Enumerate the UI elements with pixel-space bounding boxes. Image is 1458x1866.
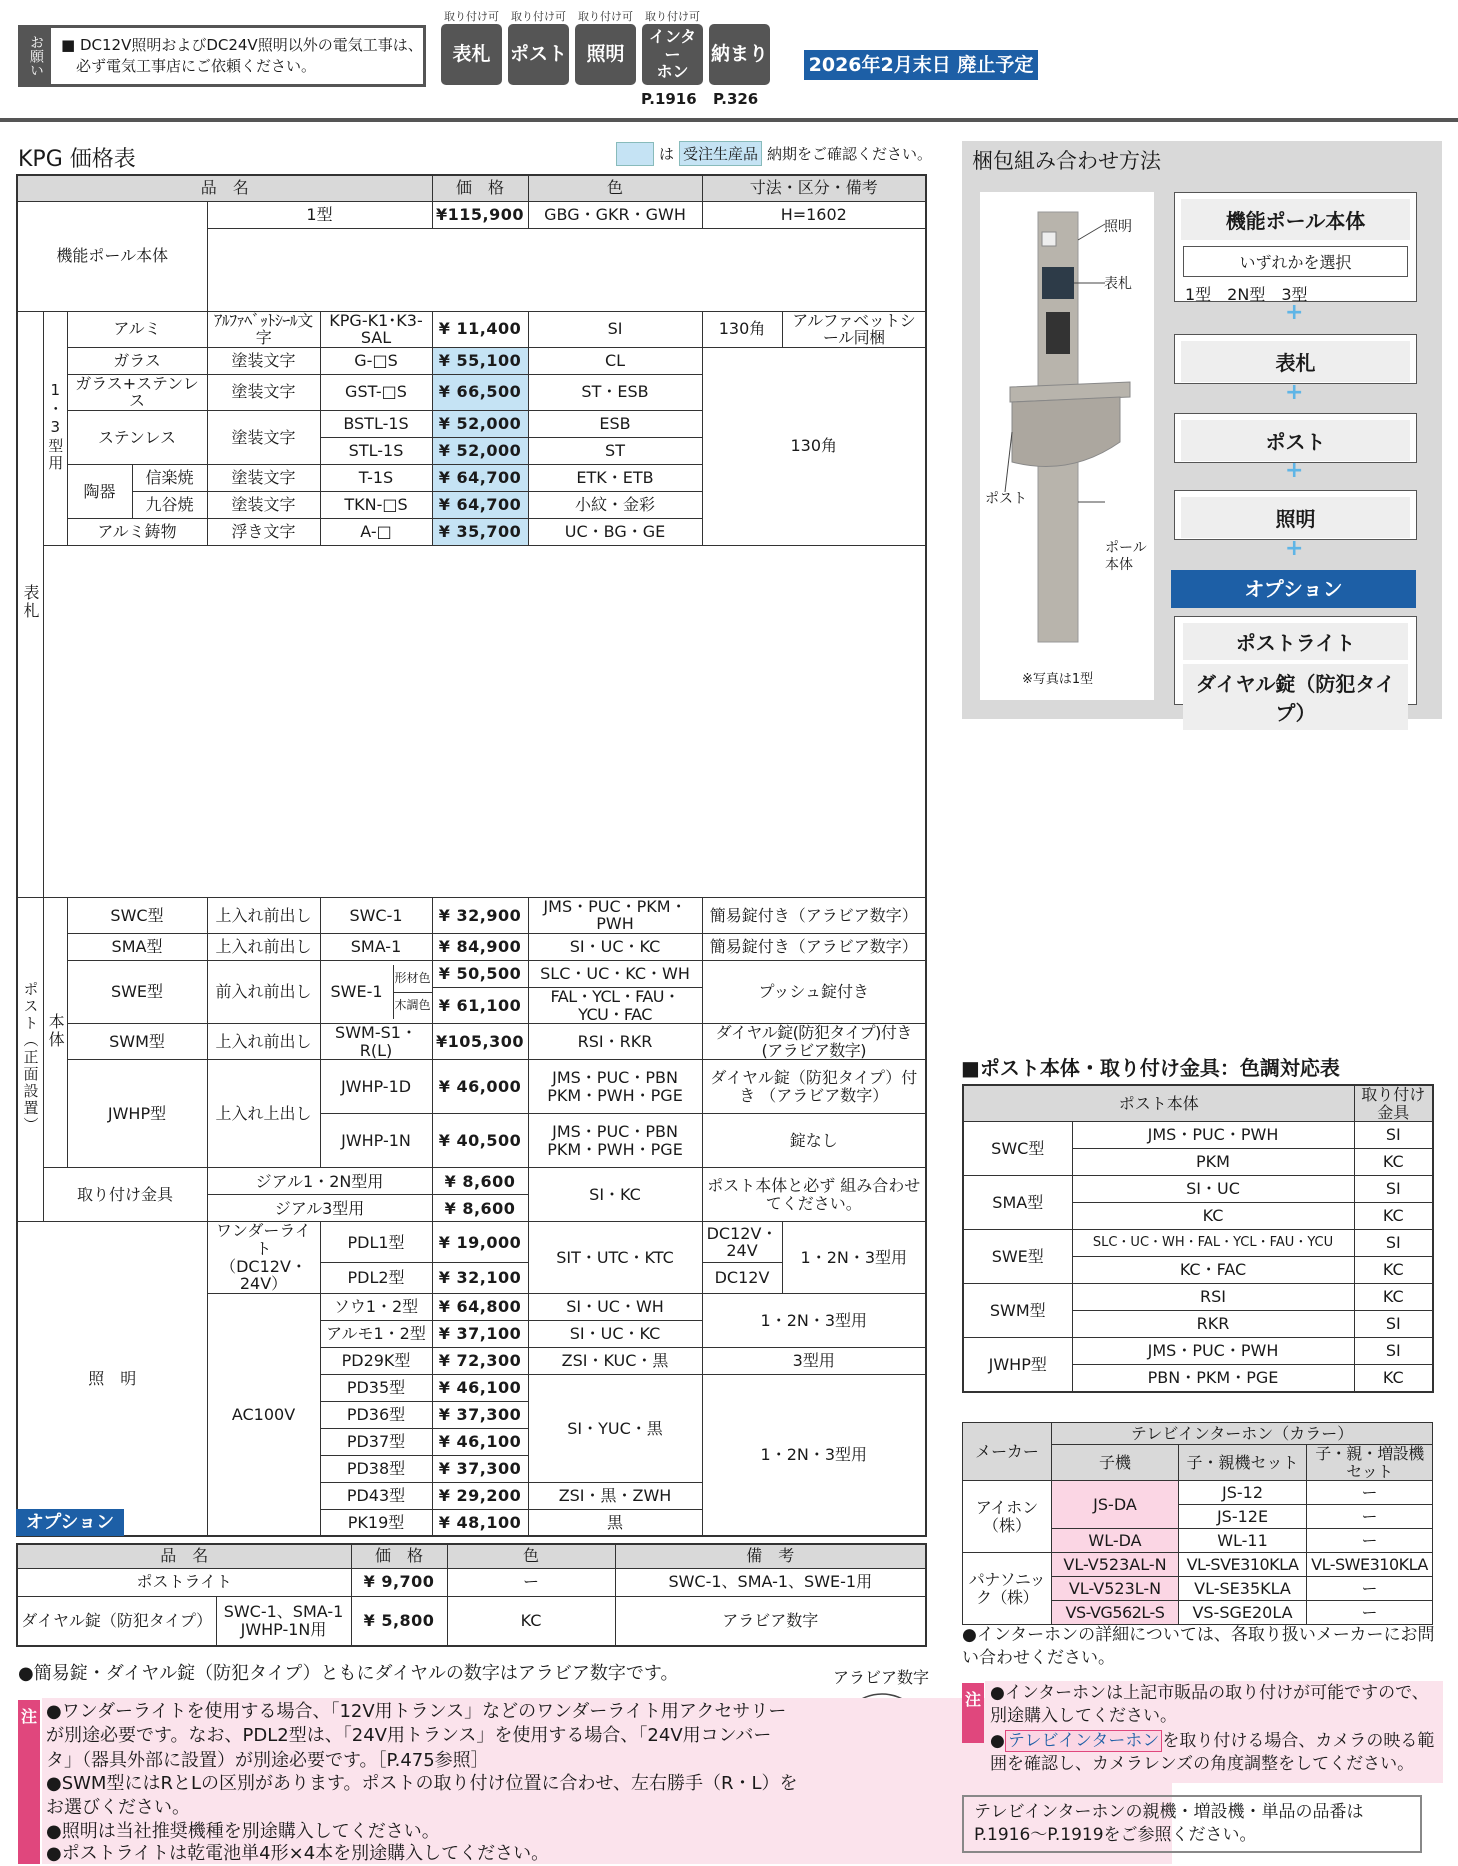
ic-set3: ー <box>1307 1481 1433 1505</box>
post-variant: 木調色 <box>394 998 431 1013</box>
option-name: ダイヤル錠（防犯タイプ） <box>17 1596 216 1646</box>
ic-set3: VL-SWE310KLA <box>1307 1553 1433 1577</box>
ic-maker: パナソニック（株） <box>963 1553 1052 1625</box>
color-post-colors: RSI <box>1072 1284 1354 1311</box>
made-to-order-swatch <box>616 142 654 166</box>
ic-chu-badge: 注 <box>962 1683 984 1743</box>
post-open: 上入れ前出し <box>207 934 320 961</box>
nav-caption: 取り付け可 <box>444 10 499 23</box>
post-group: ポスト（正面設置） <box>17 897 43 1222</box>
light-model: PK19型 <box>320 1509 432 1536</box>
color-fitting: KC <box>1354 1365 1433 1392</box>
color-fitting: SI <box>1354 1230 1433 1257</box>
ic-set: JS-12 <box>1179 1481 1307 1505</box>
hyosatsu-price: ¥ 64,700 <box>432 464 528 491</box>
post-note: 簡易錠付き（アラビア数字） <box>702 934 926 961</box>
hyosatsu-code: GST-□S <box>320 374 432 410</box>
color-table <box>962 1084 1434 1393</box>
hyosatsu-color: ST・ESB <box>528 374 702 410</box>
post-code: SWE-1 <box>330 982 383 1002</box>
light-model: PD37型 <box>320 1428 432 1455</box>
made-to-order-legend: は 受注生産品 納期をご確認ください。 <box>616 141 932 166</box>
hyosatsu-color: ETK・ETB <box>528 464 702 491</box>
post-open: 上入れ前出し <box>207 897 320 933</box>
ic-ref-box <box>962 1795 1422 1853</box>
color-post-colors: JMS・PUC・PWH <box>1072 1338 1354 1365</box>
ic-child: JS-DA <box>1052 1481 1179 1529</box>
hyosatsu-name: アルミ鋳物 <box>67 518 207 545</box>
option-header-name: 品 名 <box>17 1544 351 1568</box>
light-price: ¥ 29,200 <box>432 1482 528 1509</box>
post-open: 前入れ前出し <box>207 961 320 1024</box>
ic-note-camera: ● テレビインターホン を取り付ける場合、カメラの映る範囲を確認し、カメラレンズの角度調整をしてください。 <box>990 1731 1435 1774</box>
hyosatsu-name: ガラス <box>67 347 207 374</box>
hyosatsu-price: ¥ 52,000 <box>432 410 528 437</box>
color-post-colors: KC <box>1072 1203 1354 1230</box>
ic-set: WL-11 <box>1179 1529 1307 1553</box>
post-color: JMS・PUC・PBN PKM・PWH・PGE <box>528 1060 702 1114</box>
hyosatsu-name: 陶器 <box>67 464 132 518</box>
light-price: ¥ 19,000 <box>432 1222 528 1263</box>
color-fitting: KC <box>1354 1203 1433 1230</box>
color-post-colors: PBN・PKM・PGE <box>1072 1365 1354 1392</box>
post-code: SWC-1 <box>320 897 432 933</box>
light-model: PD38型 <box>320 1455 432 1482</box>
ic-header-tv: テレビインターホン（カラー） <box>1052 1423 1433 1445</box>
light-wonder: ワンダーライト （DC12V・24V） <box>207 1222 320 1293</box>
fitting-row: ジアル3型用 <box>207 1195 432 1222</box>
pack-post-label: ポスト <box>1181 420 1410 461</box>
ic-child: WL-DA <box>1052 1529 1179 1553</box>
post-price: ¥ 40,500 <box>432 1114 528 1168</box>
post-color: SI・UC・KC <box>528 934 702 961</box>
option-price: ¥ 9,700 <box>351 1568 447 1596</box>
light-color: SI・UC・KC <box>528 1320 702 1347</box>
post-name: JWHP型 <box>67 1060 207 1168</box>
hyosatsu-subname: 信楽焼 <box>132 464 207 491</box>
hyosatsu-name: アルミ <box>67 311 207 347</box>
fitting-price: ¥ 8,600 <box>432 1195 528 1222</box>
hyosatsu-color: UC・BG・GE <box>528 518 702 545</box>
note-dial: ●簡易錠・ダイヤル錠（防犯タイプ）ともにダイヤルの数字はアラビア数字です。 <box>18 1663 679 1684</box>
hyosatsu-size: 130角 <box>702 311 782 347</box>
ic-ref-text[interactable]: テレビインターホンの親機・増設機・単品の品番は P.1916～P.1919をご参照ください。 <box>974 1802 1364 1845</box>
hyosatsu-blank <box>43 545 926 897</box>
col-header-note: 寸法・区分・備考 <box>702 175 926 201</box>
color-post-colors: JMS・PUC・PWH <box>1072 1122 1354 1149</box>
post-price: ¥ 50,500 <box>432 961 528 988</box>
post-note: 錠なし <box>702 1114 926 1168</box>
plus-icon: + <box>1285 458 1304 483</box>
nav-osamari[interactable]: 納まり <box>709 24 770 85</box>
pole-price: ¥115,900 <box>432 201 528 228</box>
ic-header-child: 子機 <box>1052 1445 1179 1481</box>
post-price: ¥ 46,000 <box>432 1060 528 1114</box>
made-to-order-label: 受注生産品 <box>679 141 762 166</box>
hyosatsu-size-common: 130角 <box>702 347 926 545</box>
ic-child: VL-V523AL-N <box>1052 1553 1179 1577</box>
hyosatsu-price: ¥ 11,400 <box>432 311 528 347</box>
post-code: JWHP-1N <box>320 1114 432 1168</box>
color-fitting: SI <box>1354 1338 1433 1365</box>
ic-set3: ー <box>1307 1529 1433 1553</box>
page-ref-osamari[interactable]: P.326 <box>713 90 759 108</box>
fitting-note: ポスト本体と必ず 組み合わせてください。 <box>702 1168 926 1222</box>
nav-intercom[interactable]: インター ホン <box>642 24 703 85</box>
nav-post[interactable]: ポスト <box>508 24 569 85</box>
light-model: ソウ1・2型 <box>320 1293 432 1320</box>
pack-light-box <box>1174 490 1417 540</box>
option-color: KC <box>447 1596 615 1646</box>
post-color: SLC・UC・KC・WH <box>528 961 702 988</box>
light-color: SI・YUC・黒 <box>528 1374 702 1482</box>
post-open: 上入れ上出し <box>207 1060 320 1168</box>
packing-title: 梱包組み合わせ方法 <box>972 149 1161 173</box>
color-fitting: KC <box>1354 1149 1433 1176</box>
discontinue-badge: 2026年2月末日 廃止予定 <box>804 50 1038 80</box>
hyosatsu-group: 表札 <box>17 311 43 897</box>
pole-illustration <box>980 192 1154 700</box>
onegai-text-2: 必ず電気工事店にご依頼ください。 <box>76 57 317 75</box>
note-wonderlight: ●ワンダーライトを使用する場合、「12V用トランス」などのワンダーライト用アクセサリーが別途必要です。なお、PDL2型は、「24V用トランス」を使用する場合、「24V用コンバータ」（器具外部に設置）が別途必要です。［P.475参照］ <box>46 1701 787 1771</box>
light-group: 照 明 <box>17 1222 207 1536</box>
hyosatsu-subname: 九谷焼 <box>132 491 207 518</box>
hyosatsu-sub: 1・3型用 <box>43 311 67 545</box>
post-name: SMA型 <box>67 934 207 961</box>
hyosatsu-code: TKN-□S <box>320 491 432 518</box>
post-note: 簡易錠付き（アラビア数字） <box>702 897 926 933</box>
pack-pole-box <box>1174 192 1417 302</box>
fitting-color: SI・KC <box>528 1168 702 1222</box>
hyosatsu-color: ST <box>528 437 702 464</box>
hyosatsu-text: 塗装文字 <box>207 374 320 410</box>
post-price: ¥105,300 <box>432 1024 528 1060</box>
hyosatsu-color: SI <box>528 311 702 347</box>
hyosatsu-price: ¥ 64,700 <box>432 491 528 518</box>
hyosatsu-price: ¥ 35,700 <box>432 518 528 545</box>
light-model: PD43型 <box>320 1482 432 1509</box>
hyosatsu-name: ガラス+ステンレス <box>67 374 207 410</box>
pole-blank <box>207 228 926 311</box>
plus-icon: + <box>1285 380 1304 405</box>
light-price: ¥ 46,100 <box>432 1374 528 1401</box>
option-note: アラビア数字 <box>615 1596 926 1646</box>
hyosatsu-text: 塗装文字 <box>207 464 320 491</box>
post-note: ダイヤル錠（防犯タイプ）付き （アラビア数字） <box>702 1060 926 1114</box>
post-open: 上入れ前出し <box>207 1024 320 1060</box>
light-price: ¥ 37,300 <box>432 1455 528 1482</box>
light-model: PDL2型 <box>320 1263 432 1294</box>
color-post-colors: SI・UC <box>1072 1176 1354 1203</box>
pack-option-label: オプション <box>1171 570 1416 608</box>
option-name: ポストライト <box>17 1568 351 1596</box>
post-sub: 本体 <box>43 897 67 1168</box>
color-post-colors: SLC・UC・WH・FAL・YCL・FAU・YCU <box>1072 1230 1354 1257</box>
ic-set: JS-12E <box>1179 1505 1307 1529</box>
hyosatsu-name: ステンレス <box>67 410 207 464</box>
post-note: ダイヤル錠(防犯タイプ)付き(アラビア数字) <box>702 1024 926 1060</box>
color-post-type: SWC型 <box>963 1122 1072 1176</box>
note-postlight: ●ポストライトは乾電池単4形×4本を別途購入してください。 <box>46 1843 550 1864</box>
light-color: 黒 <box>528 1509 702 1536</box>
option-title: オプション <box>16 1509 124 1536</box>
ic-set3: ー <box>1307 1505 1433 1529</box>
post-price: ¥ 32,900 <box>432 897 528 933</box>
post-variant: 形材色 <box>394 965 432 993</box>
hyosatsu-text: ｱﾙﾌｧﾍﾞｯﾄｼｰﾙ文字 <box>207 311 320 347</box>
plus-icon: + <box>1285 536 1304 561</box>
price-table-title: KPG 価格表 <box>18 147 136 172</box>
post-price: ¥ 84,900 <box>432 934 528 961</box>
color-fitting: SI <box>1354 1176 1433 1203</box>
pack-light-label: 照明 <box>1181 497 1410 538</box>
color-fitting: KC <box>1354 1257 1433 1284</box>
light-color: ZSI・KUC・黒 <box>528 1347 702 1374</box>
light-model: PDL1型 <box>320 1222 432 1263</box>
color-header-post: ポスト本体 <box>963 1085 1354 1122</box>
pole-color: GBG・GKR・GWH <box>528 201 702 228</box>
pole-note: H=1602 <box>702 201 926 228</box>
ic-set: VS-SGE20LA <box>1179 1601 1307 1625</box>
light-use: 1・2N・3型用 <box>782 1222 926 1293</box>
hyosatsu-text: 浮き文字 <box>207 518 320 545</box>
hyosatsu-text: 塗装文字 <box>207 491 320 518</box>
pack-pole-label: 機能ポール本体 <box>1181 199 1410 240</box>
col-header-price: 価 格 <box>432 175 528 201</box>
light-power: DC12V・24V <box>702 1222 782 1263</box>
hyosatsu-code: STL-1S <box>320 437 432 464</box>
ic-child: VL-V523L-N <box>1052 1577 1179 1601</box>
pack-post-box <box>1174 413 1417 463</box>
hyosatsu-price: ¥ 55,100 <box>432 347 528 374</box>
post-name: SWE型 <box>67 961 207 1024</box>
color-post-type: SWE型 <box>963 1230 1072 1284</box>
light-price: ¥ 48,100 <box>432 1509 528 1536</box>
color-header-fitting: 取り付け金具 <box>1354 1085 1433 1122</box>
hyosatsu-price: ¥ 66,500 <box>432 374 528 410</box>
color-table-title: ■ポスト本体・取り付け金具：色調対応表 <box>961 1056 1340 1080</box>
hyosatsu-color: ESB <box>528 410 702 437</box>
nav-caption: 取り付け可 <box>645 10 700 23</box>
nav-hyosatsu[interactable]: 表札 <box>441 24 502 85</box>
color-post-colors: RKR <box>1072 1311 1354 1338</box>
ic-set3: ー <box>1307 1601 1433 1625</box>
post-color: JMS・PUC・PBN PKM・PWH・PGE <box>528 1114 702 1168</box>
pack-option-box <box>1174 616 1417 725</box>
post-color: RSI・RKR <box>528 1024 702 1060</box>
pack-hyosatsu-label: 表札 <box>1181 341 1410 382</box>
pack-option-postlight: ポストライト <box>1183 623 1408 660</box>
light-use: 3型用 <box>702 1347 926 1374</box>
option-header-note: 備 考 <box>615 1544 926 1568</box>
col-header-name: 品 名 <box>17 175 432 201</box>
ic-header-set: 子・親機セット <box>1179 1445 1307 1481</box>
light-price: ¥ 37,100 <box>432 1320 528 1347</box>
option-header-price: 価 格 <box>351 1544 447 1568</box>
ic-set3: ー <box>1307 1577 1433 1601</box>
color-post-type: SMA型 <box>963 1176 1072 1230</box>
dial-caption: アラビア数字 <box>833 1668 930 1687</box>
ic-note-buy: ●インターホンは上記市販品の取り付けが可能ですので、別途購入してください。 <box>990 1683 1429 1726</box>
onegai-label: お願い <box>21 28 51 84</box>
pack-option-dial: ダイヤル錠（防犯タイプ） <box>1183 664 1408 730</box>
color-post-colors: KC・FAC <box>1072 1257 1354 1284</box>
option-note: SWC-1、SMA-1、SWE-1用 <box>615 1568 926 1596</box>
chu-badge: 注 <box>18 1700 40 1864</box>
option-models: SWC-1、SMA-1 JWHP-1N用 <box>216 1596 351 1646</box>
post-note: プッシュ錠付き <box>702 961 926 1024</box>
fitting-price: ¥ 8,600 <box>432 1168 528 1195</box>
post-code-swe <box>320 961 432 1024</box>
hyosatsu-code: T-1S <box>320 464 432 491</box>
ic-note-contact: ●インターホンの詳細については、各取り扱いメーカーにお問い合わせください。 <box>962 1625 1435 1668</box>
hyosatsu-note: アルファベットシール同梱 <box>782 311 926 347</box>
nav-caption: 取り付け可 <box>578 10 633 23</box>
light-price: ¥ 37,300 <box>432 1401 528 1428</box>
post-code: SWM-S1・R(L) <box>320 1024 432 1060</box>
ic-header-maker: メーカー <box>963 1423 1052 1481</box>
post-code: SMA-1 <box>320 934 432 961</box>
note-light: ●照明は当社推奨機種を別途購入してください。 <box>46 1821 440 1842</box>
post-color: FAL・YCL・FAU・YCU・FAC <box>528 988 702 1024</box>
light-color: ZSI・黒・ZWH <box>528 1482 702 1509</box>
option-price: ¥ 5,800 <box>351 1596 447 1646</box>
tv-intercom-tag: テレビインターホン <box>1005 1730 1162 1752</box>
photo-label-light: 照明 <box>1104 219 1132 235</box>
hyosatsu-code: BSTL-1S <box>320 410 432 437</box>
light-model: アルモ1・2型 <box>320 1320 432 1347</box>
hyosatsu-code: G-□S <box>320 347 432 374</box>
light-use: 1・2N・3型用 <box>702 1374 926 1536</box>
col-header-color: 色 <box>528 175 702 201</box>
light-price: ¥ 32,100 <box>432 1263 528 1294</box>
nav-light[interactable]: 照明 <box>575 24 636 85</box>
light-color: SIT・UTC・KTC <box>528 1222 702 1293</box>
photo-label-post: ポスト <box>985 491 1027 507</box>
post-color: JMS・PUC・PKM・PWH <box>528 897 702 933</box>
intercom-table <box>962 1422 1433 1625</box>
ic-child: VS-VG562L-S <box>1052 1601 1179 1625</box>
hyosatsu-text: 塗装文字 <box>207 347 320 374</box>
pole-name: 機能ポール本体 <box>17 201 207 311</box>
post-code: JWHP-1D <box>320 1060 432 1114</box>
fitting-name: 取り付け金具 <box>43 1168 207 1222</box>
color-post-type: SWM型 <box>963 1284 1072 1338</box>
hyosatsu-code: KPG-K1･K3-SAL <box>320 311 432 347</box>
plus-icon: + <box>1285 300 1304 325</box>
nav-caption: 取り付け可 <box>511 10 566 23</box>
option-color: ー <box>447 1568 615 1596</box>
pack-select-types: 1型 2N型 3型 <box>1185 285 1308 304</box>
color-fitting: KC <box>1354 1284 1433 1311</box>
ic-set: VL-SVE310KLA <box>1179 1553 1307 1577</box>
onegai-text-1: ■ DC12V照明およびDC24V照明以外の電気工事は、 <box>61 36 423 54</box>
light-use: 1・2N・3型用 <box>702 1293 926 1347</box>
header-rule <box>0 118 1458 122</box>
option-header-color: 色 <box>447 1544 615 1568</box>
pole-type: 1型 <box>207 201 432 228</box>
packing-photo <box>980 192 1154 700</box>
pack-hyosatsu-box <box>1174 334 1417 384</box>
light-price: ¥ 46,100 <box>432 1428 528 1455</box>
light-model: PD35型 <box>320 1374 432 1401</box>
photo-label-pole: ポール 本体 <box>1105 540 1147 573</box>
photo-caption: ※写真は1型 <box>1022 672 1094 687</box>
option-table <box>16 1543 927 1647</box>
light-model: PD36型 <box>320 1401 432 1428</box>
color-post-type: JWHP型 <box>963 1338 1072 1392</box>
ic-header-set3: 子・親・増設機セット <box>1307 1445 1433 1481</box>
ic-set: VL-SE35KLA <box>1179 1577 1307 1601</box>
fitting-row: ジアル1・2N型用 <box>207 1168 432 1195</box>
hyosatsu-code: A-□ <box>320 518 432 545</box>
note-swm: ●SWM型にはRとLの区別があります。ポストの取り付け位置に合わせ、左右勝手（R・L）をお選びください。 <box>46 1773 798 1819</box>
post-name: SWM型 <box>67 1024 207 1060</box>
hyosatsu-text: 塗装文字 <box>207 410 320 464</box>
light-model: PD29K型 <box>320 1347 432 1374</box>
hyosatsu-color: 小紋・金彩 <box>528 491 702 518</box>
post-price: ¥ 61,100 <box>432 988 528 1024</box>
light-price: ¥ 64,800 <box>432 1293 528 1320</box>
hyosatsu-color: CL <box>528 347 702 374</box>
page-ref-intercom[interactable]: P.1916 <box>641 90 697 108</box>
light-color: SI・UC・WH <box>528 1293 702 1320</box>
pack-select-label: いずれかを選択 <box>1183 246 1408 277</box>
light-power: DC12V <box>702 1263 782 1294</box>
photo-label-hyosatsu: 表札 <box>1104 276 1132 292</box>
hyosatsu-price: ¥ 52,000 <box>432 437 528 464</box>
color-fitting: SI <box>1354 1122 1433 1149</box>
price-table <box>16 174 927 1537</box>
post-name: SWC型 <box>67 897 207 933</box>
light-price: ¥ 72,300 <box>432 1347 528 1374</box>
light-ac: AC100V <box>207 1293 320 1536</box>
onegai-box <box>18 25 426 87</box>
ic-maker: アイホン（株） <box>963 1481 1052 1553</box>
color-fitting: SI <box>1354 1311 1433 1338</box>
color-post-colors: PKM <box>1072 1149 1354 1176</box>
